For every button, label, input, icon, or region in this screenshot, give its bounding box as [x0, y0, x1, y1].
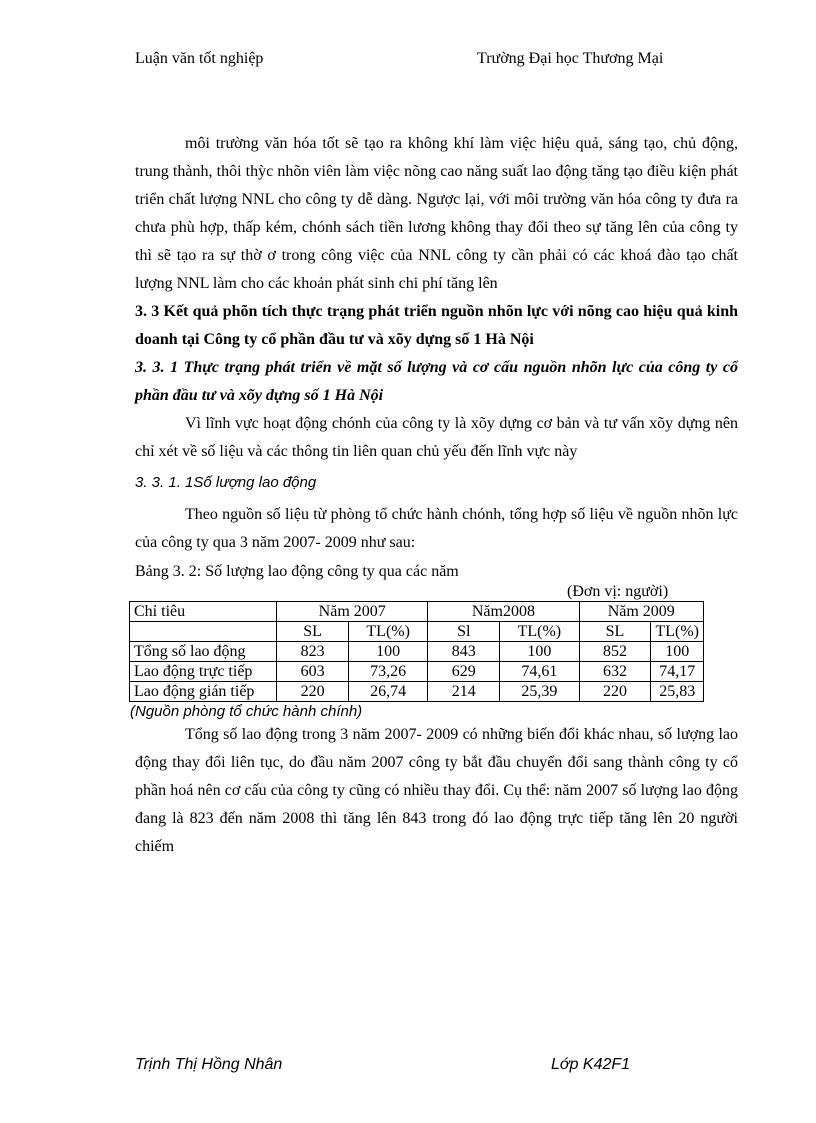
header-left: Luận văn tốt nghiệp [135, 50, 264, 67]
table-cell: 823 [277, 642, 349, 662]
paragraph-scope: Vì lĩnh vực hoạt động chónh của công ty là xõy dựng cơ bản và tư vấn xõy dựng nên chỉ xét về số liệu và các thông tin liên quan chủ yếu đến lĩnh vực này [135, 415, 738, 460]
table-cell: 214 [428, 682, 500, 702]
footer-right: Lớp K42F1 [551, 1056, 631, 1073]
table-cell: 100 [651, 642, 704, 662]
section-heading-3-3-1: 3. 3. 1 Thực trạng phát triển về mặt số lượng và cơ cấu nguồn nhõn lực của công ty cổ phần đầu tư và xõy dựng số 1 Hà Nội [135, 359, 738, 404]
table-year-2007: Năm 2007 [277, 602, 428, 622]
table-cell: 603 [277, 662, 349, 682]
table-subheader: Sl [428, 622, 500, 642]
table-cell: 25,83 [651, 682, 704, 702]
table-cell: 220 [277, 682, 349, 702]
table-cell: 220 [579, 682, 651, 702]
table-row-label: Lao động trực tiếp [130, 662, 277, 682]
table-subheader-row [130, 622, 704, 642]
paragraph-source-intro: Theo nguồn số liệu từ phòng tổ chức hành chónh, tổng hợp số liệu về nguồn nhõn lực của công ty qua 3 năm 2007- 2009 như sau: [135, 506, 738, 551]
table-cell: 74,17 [651, 662, 704, 682]
table-cell: 100 [500, 642, 579, 662]
table-cell: 25,39 [500, 682, 579, 702]
section-heading-3-3-1-1: 3. 3. 1. 1Số lượng lao động [135, 474, 317, 491]
table-cell: 632 [579, 662, 651, 682]
paragraph-analysis: Tổng số lao động trong 3 năm 2007- 2009 có những biến đổi khác nhau, số lượng lao động thay đổi liên tục, do đầu năm 2007 công ty bắt đầu chuyển đổi sang thành công ty cổ phần hoá nên cơ cấu của công ty cũng có nhiều thay đổi. Cụ thể: năm 2007 số lượng lao động đang là 823 đến năm 2008 thì tăng lên 843 trong đó lao động trực tiếp tăng lên 20 người chiếm [135, 726, 738, 855]
table-cell: 73,26 [349, 662, 428, 682]
table-cell: 26,74 [349, 682, 428, 702]
table-cell: 852 [579, 642, 651, 662]
table-row-label: Tổng số lao động [130, 642, 277, 662]
table-row [130, 682, 704, 702]
table-header-label: Chỉ tiêu [130, 602, 277, 622]
table-cell [130, 622, 277, 642]
footer-left: Trịnh Thị Hồng Nhân [135, 1056, 283, 1073]
table-cell: 74,61 [500, 662, 579, 682]
table-subheader: TL(%) [500, 622, 579, 642]
table-caption: Bảng 3. 2: Số lượng lao động công ty qua các năm [135, 563, 459, 580]
table-source: (Nguồn phòng tổ chức hành chính) [130, 703, 363, 720]
table-cell: 629 [428, 662, 500, 682]
table-subheader: TL(%) [651, 622, 704, 642]
paragraph-intro: môi trường văn hóa tốt sẽ tạo ra không khí làm việc hiệu quả, sáng tạo, chủ động, trung thành, thôi thỳc nhõn viên làm việc nõng cao năng suất lao động tăng tạo điều kiện phát triển chất lượng NNL cho công ty dễ dàng. Ngược lại, với môi trường văn hóa công ty đưa ra chưa phù hợp, thấp kém, chónh sách tiền lương không thay đổi theo sự tăng lên của công ty thì sẽ tạo ra sự thờ ơ trong công việc của NNL công ty cần phải có các khoá đào tạo chất lượng NNL làm cho các khoản phát sinh chi phí tăng lên [135, 135, 738, 292]
page-body [130, 130, 738, 861]
table-row [130, 662, 704, 682]
labor-table [129, 601, 704, 702]
table-row [130, 642, 704, 662]
table-unit: (Đơn vị: người) [567, 583, 669, 600]
table-row-label: Lao động gián tiếp [130, 682, 277, 702]
table-cell: 100 [349, 642, 428, 662]
table-subheader: TL(%) [349, 622, 428, 642]
table-year-2008: Năm2008 [428, 602, 579, 622]
table-subheader: SL [579, 622, 651, 642]
table-subheader: SL [277, 622, 349, 642]
table-year-2009: Năm 2009 [579, 602, 704, 622]
table-header-row [130, 602, 704, 622]
table-cell: 843 [428, 642, 500, 662]
header-right: Trường Đại học Thương Mại [477, 50, 664, 67]
section-heading-3-3: 3. 3 Kết quả phõn tích thực trạng phát triển nguồn nhõn lực với nõng cao hiệu quả kinh doanh tại Công ty cổ phần đầu tư và xõy dựng số 1 Hà Nội [135, 303, 738, 348]
